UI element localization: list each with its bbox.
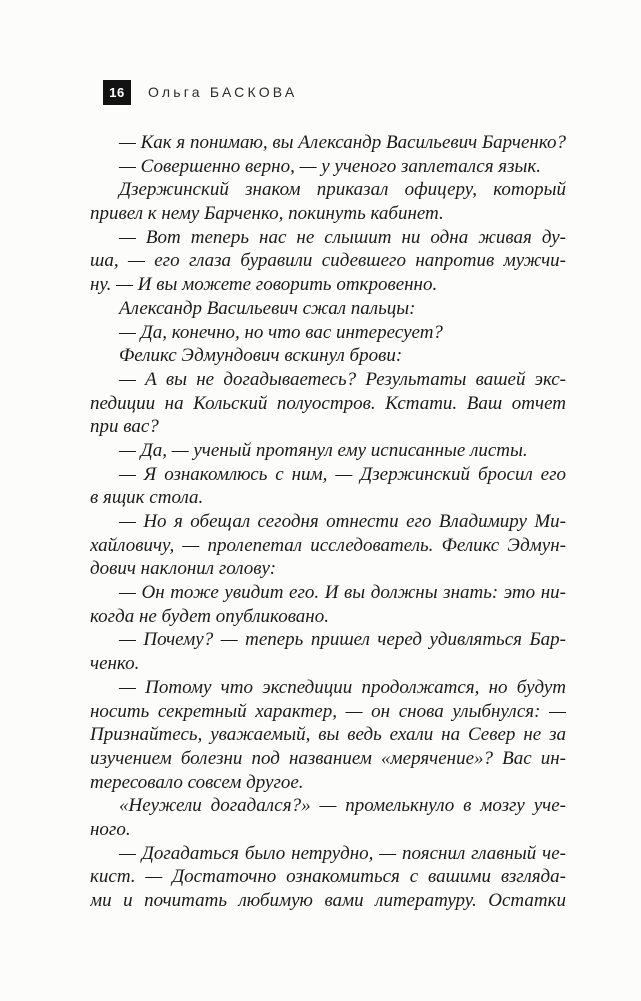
text-line: ну. — И вы можете говорить откровенно. [90,274,438,296]
text-line: — Как я понимаю, вы Александр Васильевич Барченко? [119,132,566,153]
paragraph [90,463,566,510]
text-line: — Потому что экспедиции продолжатся, но будут [119,676,566,698]
text-line: привел к нему Барченко, покинуть кабинет. [90,203,444,225]
text-line: — Догадаться было нетрудно, — пояснил главный че- [119,842,566,864]
paragraph [90,297,566,321]
text-line: — А вы не догадываетесь? Результаты вашей экс- [119,368,566,390]
text-line: Феликс Эдмундович вскинул брови: [119,345,403,367]
text-line: ми и почитать любимую вами литературу. Остатки [90,890,566,911]
page-header [103,79,297,105]
text-line: — Почему? — теперь пришел черед удивляться Бар- [119,629,566,651]
paragraph [90,226,566,297]
paragraph [90,131,566,155]
page-number-badge: 16 [103,80,131,105]
paragraph [90,439,566,463]
text-line: Дзержинский знаком приказал офицеру, который [119,179,566,201]
paragraph [90,581,566,628]
text-line: — Совершенно верно, — у ученого заплетался язык. [119,155,542,177]
paragraph [90,368,566,439]
paragraph [90,842,566,913]
text-line: ша, — его глаза буравили сидевшего напротив мужчи- [90,250,566,272]
paragraph [90,628,566,675]
text-line: — Я ознакомлюсь с ним, — Дзержинский бросил его [119,463,566,485]
paragraph [90,794,566,841]
body-text [90,131,566,913]
paragraph [90,178,566,225]
running-header-author: Ольга БАСКОВА [148,84,298,100]
text-line: носить секретный характер, — он снова улыбнулся: — [90,700,566,722]
text-line: дович наклонил голову: [90,558,277,580]
text-line: хайловичу, — пролепетал исследователь. Феликс Эдмун- [90,534,566,556]
text-line: — Он тоже увидит его. И вы должны знать: это ни- [119,582,566,604]
text-line: педиции на Кольский полуостров. Кстати. Ваш отчет [90,392,566,414]
text-line: тересовало совсем другое. [90,771,304,793]
paragraph [90,321,566,345]
paragraph [90,155,566,179]
text-line: — Но я обещал сегодня отнести его Владимиру Ми- [119,511,566,532]
text-line: «Неужели догадался?» — промелькнуло в мозгу уче- [119,795,566,817]
text-line: при вас? [90,416,159,438]
text-line: в ящик стола. [90,487,204,509]
text-line: — Да, — ученый протянул ему исписанные листы. [119,439,528,461]
paragraph [90,676,566,794]
text-line: Александр Васильевич сжал пальцы: [119,297,416,319]
text-line: кист. — Достаточно ознакомиться с вашими взгляда- [90,866,566,888]
text-line: ного. [90,818,131,840]
paragraph [90,344,566,368]
text-line: — Да, конечно, но что вас интересует? [119,321,443,343]
text-line: — Вот теперь нас не слышит ни одна живая ду- [119,226,566,248]
text-line: ченко. [90,653,140,675]
text-line: когда не будет опубликовано. [90,605,329,627]
paragraph [90,510,566,581]
text-line: Признайтесь, уважаемый, вы ведь ехали на Север не за [90,724,566,746]
text-line: изучением болезни под названием «мерячение»? Вас ин- [90,747,566,769]
